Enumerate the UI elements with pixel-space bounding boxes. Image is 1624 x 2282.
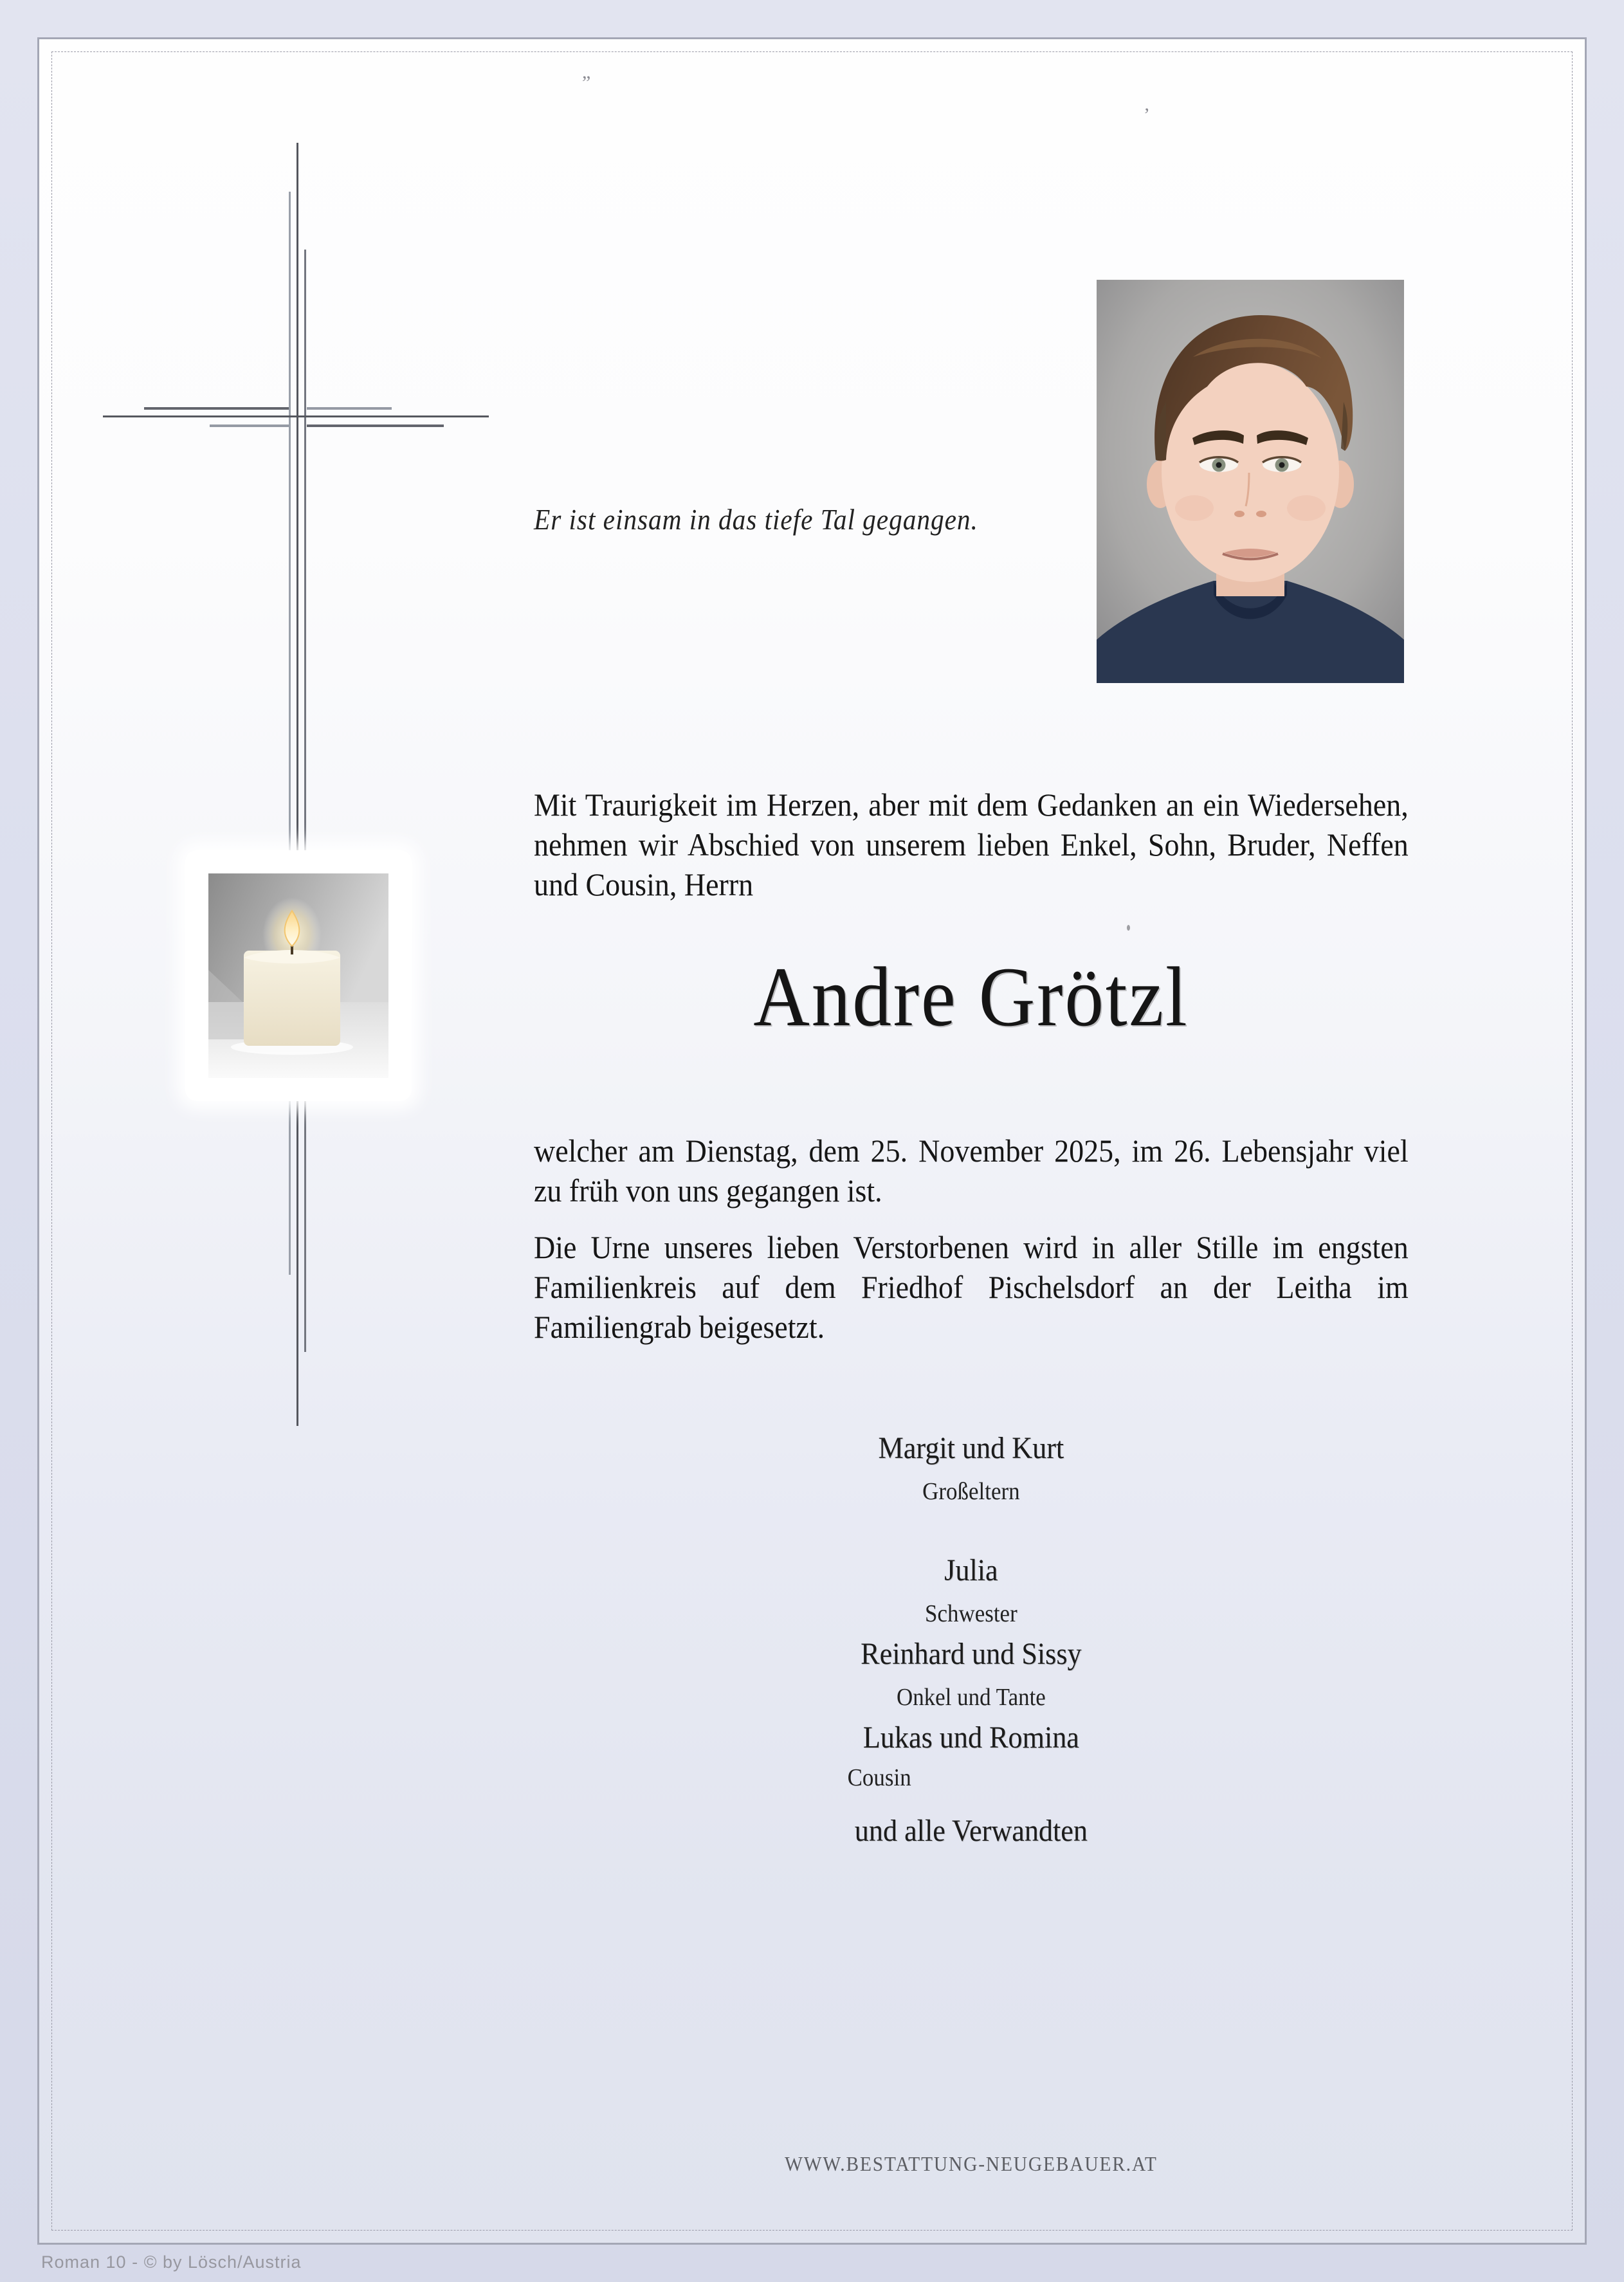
portrait-photo — [1097, 280, 1404, 683]
scan-speck-apostrophe: ’ — [1144, 104, 1150, 125]
cross-horizontal-line-upper-left — [144, 407, 289, 410]
mourner-names-all-relatives: und alle Verwandten — [854, 1814, 1088, 1848]
cross-horizontal-line-lower-left — [210, 424, 289, 427]
deceased-name: Andre Grötzl — [753, 949, 1189, 1044]
death-info-paragraph: welcher am Dienstag, dem 25. November 2025, im 26. Lebensjahr viel zu früh von uns gegangen ist. — [534, 1133, 1409, 1209]
funeral-home-website: WWW.BESTATTUNG-NEUGEBAUER.AT — [785, 2152, 1158, 2175]
burial-info-paragraph: Die Urne unseres lieben Verstorbenen wird in aller Stille im engsten Familienkreis auf dem Friedhof Pischelsdorf an der Leitha im Familiengrab beigesetzt. — [534, 1229, 1409, 1345]
mourner-relation: Cousin — [847, 1764, 911, 1791]
mourner-relation: Großeltern — [922, 1478, 1020, 1505]
cross-vertical-line-main — [297, 143, 298, 1426]
template-credit: Roman 10 - © by Lösch/Austria — [41, 2252, 302, 2272]
intro-paragraph: Mit Traurigkeit im Herzen, aber mit dem Gedanken an ein Wiedersehen, nehmen wir Abschied von unserem lieben Enkel, Sohn, Bruder, Neffen und Cousin, Herrn — [534, 787, 1409, 902]
cross-horizontal-line-upper-right — [307, 407, 392, 410]
burning-candle-icon — [208, 873, 388, 1078]
scan-speck-dot — [1127, 925, 1130, 931]
cross-vertical-line-left — [289, 192, 291, 1275]
mourner-names: Julia — [944, 1553, 998, 1587]
memorial-quote: Er ist einsam in das tiefe Tal gegangen. — [534, 504, 978, 536]
mourner-relation: Schwester — [925, 1600, 1017, 1627]
mourner-names: Reinhard und Sissy — [861, 1637, 1082, 1671]
mourner-names: Margit und Kurt — [878, 1431, 1064, 1465]
cross-horizontal-line-main — [103, 415, 489, 417]
scan-speck-quote-mark: ” — [582, 72, 591, 93]
mourner-relation: Onkel und Tante — [896, 1684, 1046, 1711]
mourner-names: Lukas und Romina — [862, 1721, 1079, 1755]
deceased-portrait-icon — [1097, 280, 1404, 683]
cross-horizontal-line-lower-right — [307, 424, 444, 427]
candle-image — [185, 850, 412, 1101]
